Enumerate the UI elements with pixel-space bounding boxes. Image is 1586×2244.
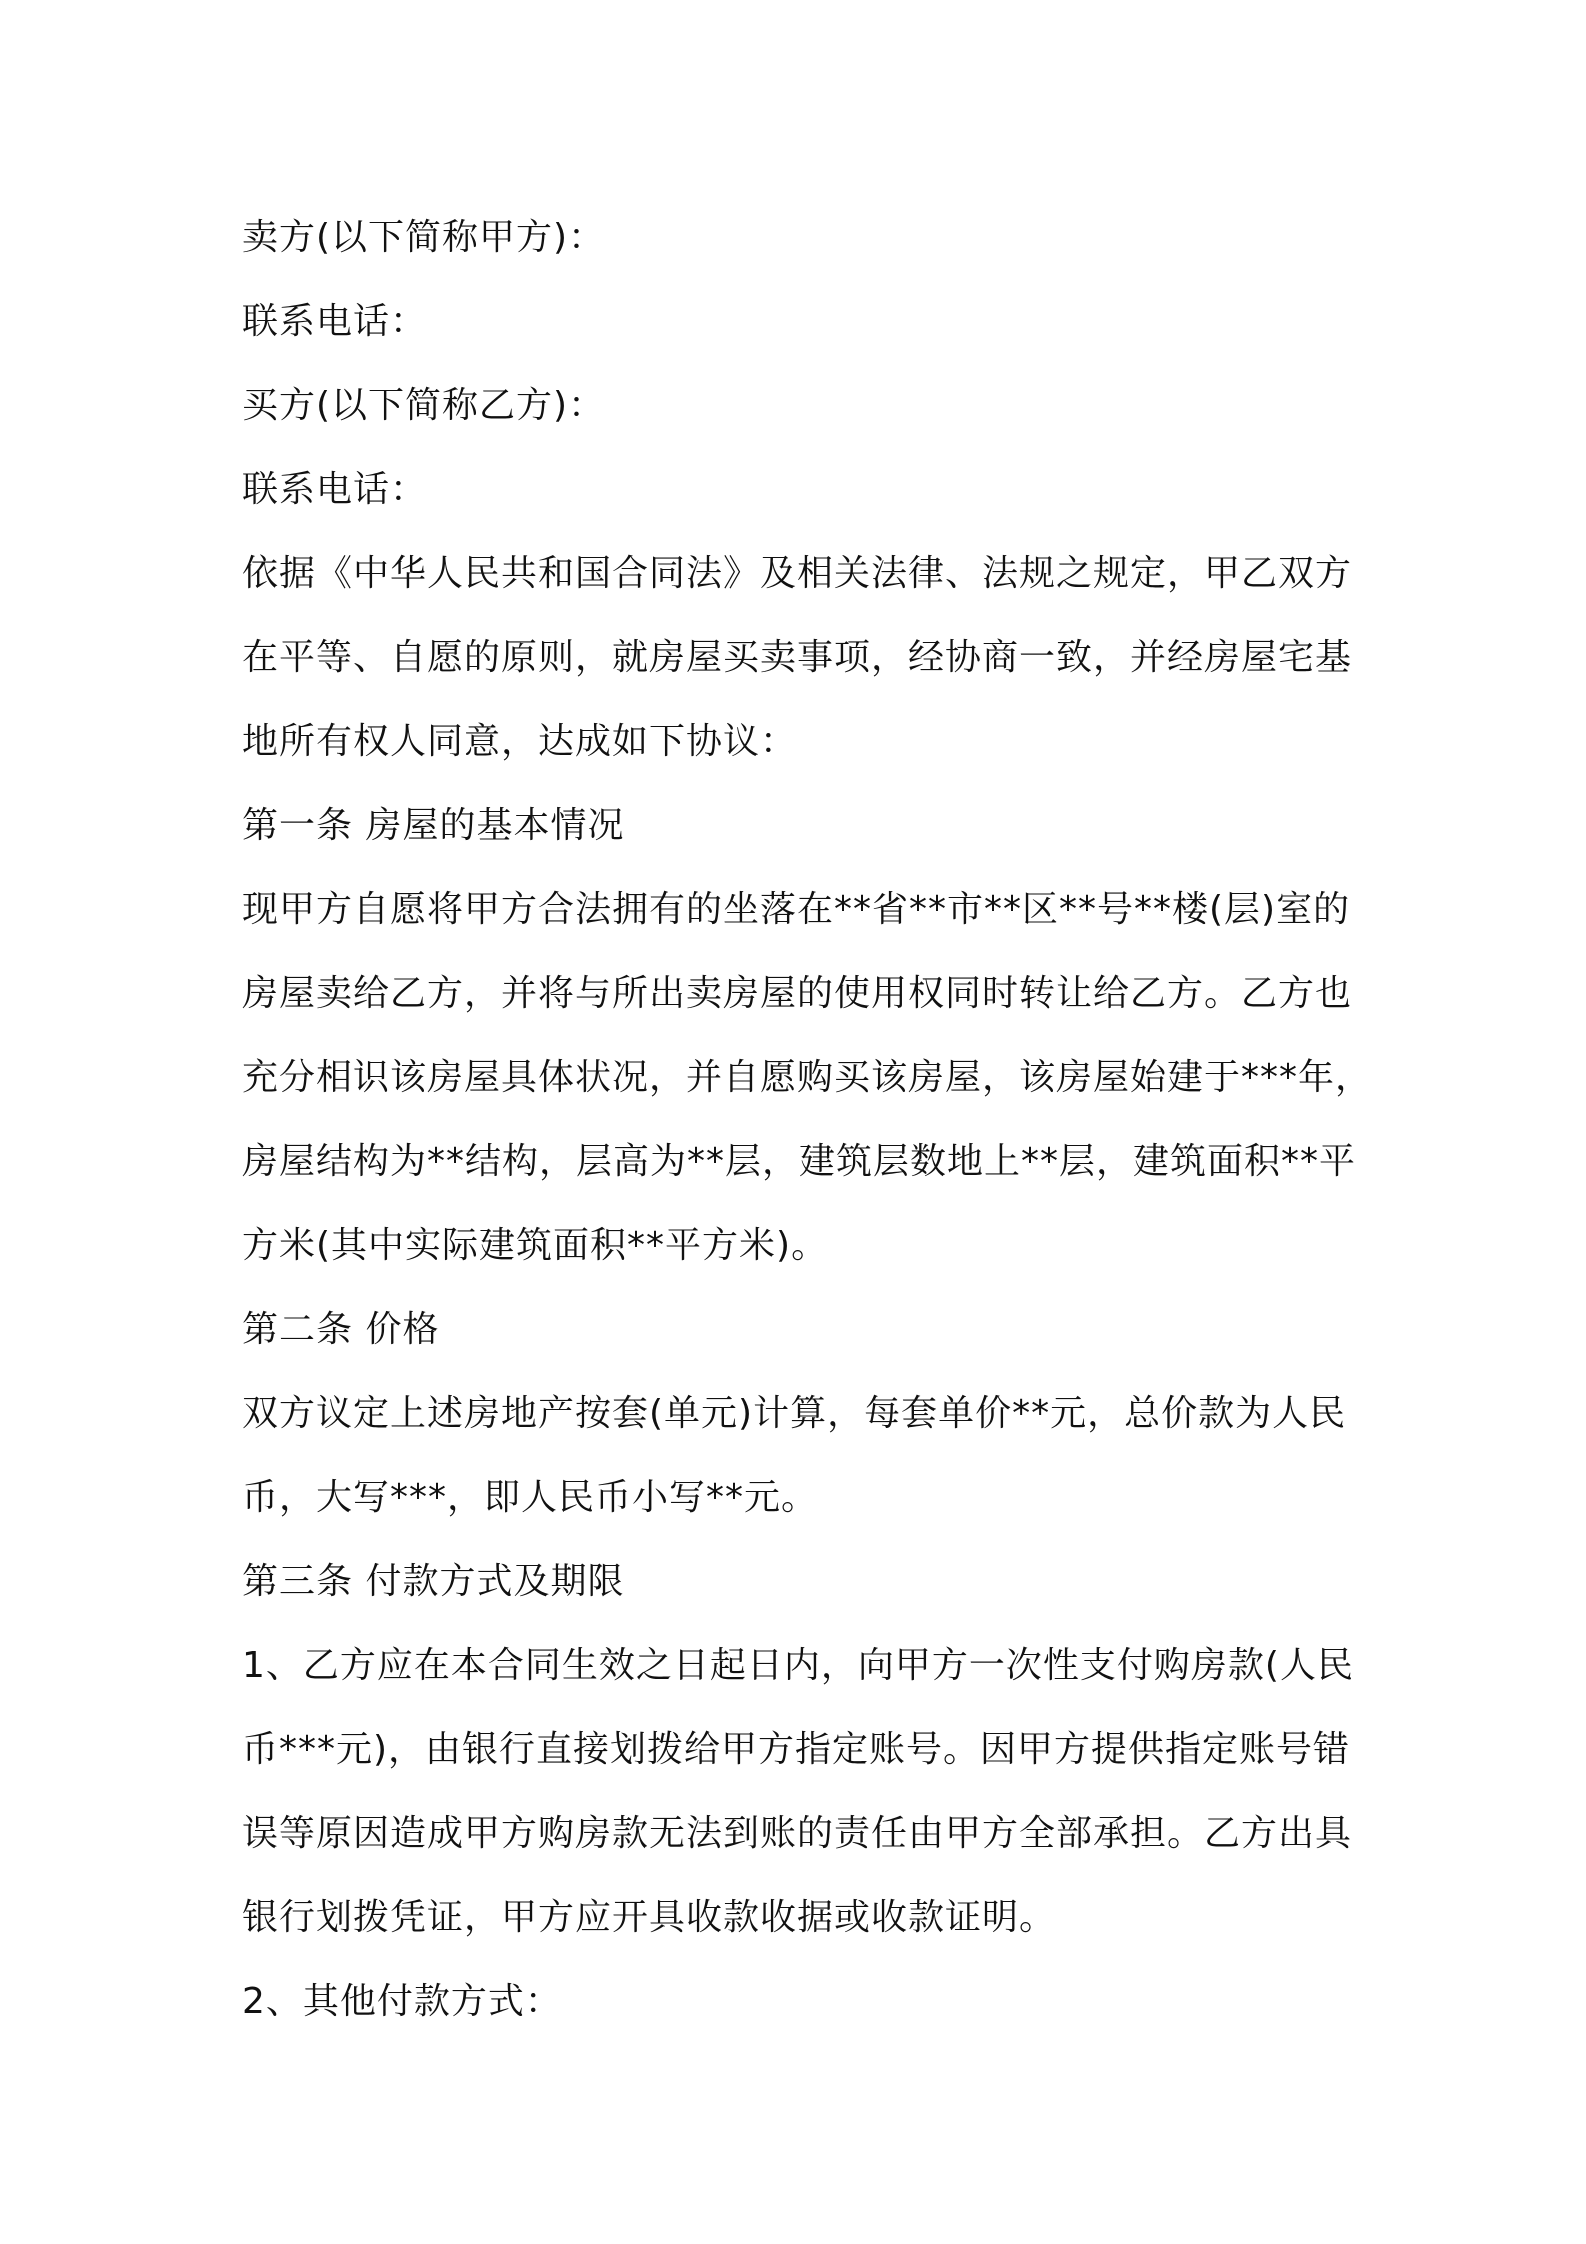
article-3-item-1-line-4: 银行划拨凭证，甲方应开具收款收据或收款证明。 — [242, 1897, 1057, 1938]
article-1-line-2: 房屋卖给乙方，并将与所出卖房屋的使用权同时转让给乙方。乙方也 — [242, 973, 1353, 1014]
article-2-line-1: 双方议定上述房地产按套(单元)计算，每套单价**元，总价款为人民 — [242, 1393, 1347, 1434]
preamble-line-3: 地所有权人同意，达成如下协议： — [242, 721, 798, 762]
article-1-line-3: 充分相识该房屋具体状况，并自愿购买该房屋，该房屋始建于***年， — [242, 1057, 1373, 1098]
article-1-line-5: 方米(其中实际建筑面积**平方米)。 — [242, 1225, 829, 1266]
article-2-heading: 第二条 价格 — [242, 1309, 440, 1350]
document-body — [242, 196, 1373, 2044]
article-2-line-2: 币，大写***，即人民币小写**元。 — [242, 1477, 819, 1518]
article-1-line-4: 房屋结构为**结构，层高为**层，建筑层数地上**层，建筑面积**平 — [242, 1141, 1357, 1182]
article-1-line-1: 现甲方自愿将甲方合法拥有的坐落在**省**市**区**号**楼(层)室的 — [242, 889, 1351, 930]
preamble-line-1: 依据《中华人民共和国合同法》及相关法律、法规之规定，甲乙双方 — [242, 553, 1353, 594]
article-3-heading: 第三条 付款方式及期限 — [242, 1561, 625, 1602]
seller-label: 卖方(以下简称甲方)： — [242, 217, 606, 258]
article-3-item-1-line-1: 1、乙方应在本合同生效之日起日内，向甲方一次性支付购房款(人民 — [242, 1645, 1354, 1686]
article-1-heading: 第一条 房屋的基本情况 — [242, 805, 625, 846]
article-3-item-1-line-2: 币***元)，由银行直接划拨给甲方指定账号。因甲方提供指定账号错 — [242, 1729, 1351, 1770]
buyer-label: 买方(以下简称乙方)： — [242, 385, 606, 426]
seller-phone-label: 联系电话： — [242, 301, 428, 342]
article-3-item-1-line-3: 误等原因造成甲方购房款无法到账的责任由甲方全部承担。乙方出具 — [242, 1813, 1353, 1854]
preamble-line-2: 在平等、自愿的原则，就房屋买卖事项，经协商一致，并经房屋宅基 — [242, 637, 1353, 678]
buyer-phone-label: 联系电话： — [242, 469, 428, 510]
article-3-item-2: 2、其他付款方式： — [242, 1981, 562, 2022]
